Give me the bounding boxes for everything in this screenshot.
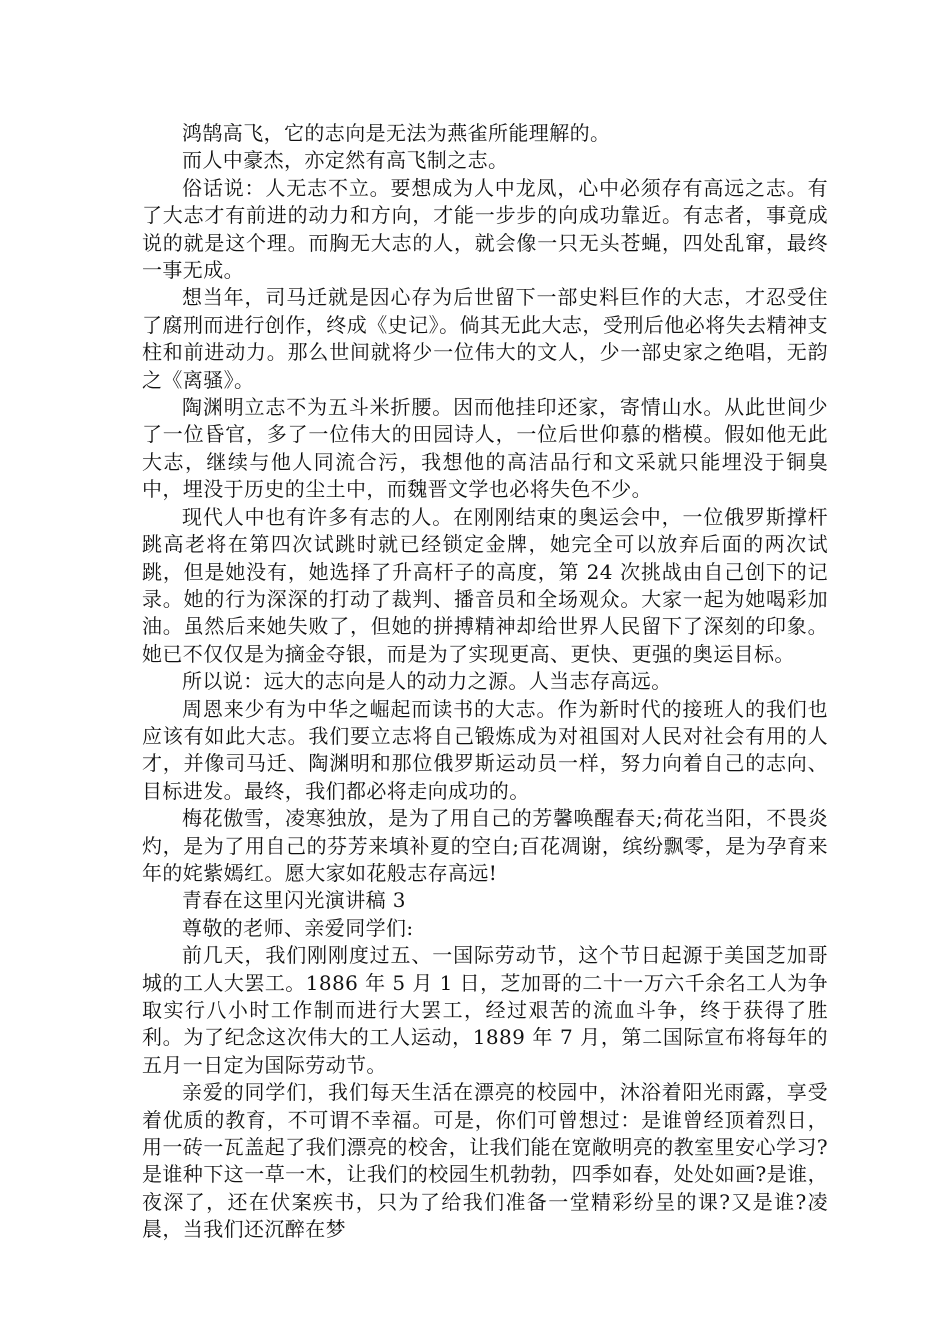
paragraph-labor-day: 前几天，我们刚刚度过五、一国际劳动节，这个节日起源于美国芝加哥城的工人大罢工。1886 年 5 月 1 日，芝加哥的二十一万六千余名工人为争取实行八小时工作制而进行大罢工，经过艰苦的流血斗争，终于获得了胜利。为了纪念这次伟大的工人运动，1889 年 7 月，第二国际宣布将每年的五月一日定为国际劳动节。 [142,943,828,1077]
document-page [142,120,828,1244]
paragraph-conclusion: 所以说：远大的志向是人的动力之源。人当志存高远。 [182,669,672,694]
paragraph-simaqian: 想当年，司马迁就是因心存为后世留下一部史料巨作的大志，才忍受住了腐刑而进行创作，终成《史记》。倘其无此大志，受刑后他必将失去精神支柱和前进动力。那么世间就将少一位伟大的文人，少一部史家之绝唱，无韵之《离骚》。 [142,285,828,392]
paragraph-zhouenlai: 周恩来少有为中华之崛起而读书的大志。作为新时代的接班人的我们也应该有如此大志。我们要立志将自己锻炼成为对祖国对人民对社会有用的人才，并像司马迁、陶渊明和那位俄罗斯运动员一样，努力向着自己的志向、目标进发。最终，我们都必将走向成功的。 [142,696,828,803]
paragraph-haojie: 而人中豪杰，亦定然有高飞制之志。 [182,148,509,173]
speech-greeting: 尊敬的老师、亲爱同学们: [182,915,414,940]
speech-title: 青春在这里闪光演讲稿 3 [182,888,406,913]
paragraph-flowers: 梅花傲雪，凌寒独放，是为了用自己的芳馨唤醒春天;荷花当阳，不畏炎灼，是为了用自己的芬芳来填补夏的空白;百花凋谢，缤纷飘零，是为孕育来年的姹紫嫣红。愿大家如花般志存高远! [142,806,828,885]
paragraph-honghu: 鸿鹄高飞，它的志向是无法为燕雀所能理解的。 [182,121,611,145]
paragraph-suhua: 俗话说：人无志不立。要想成为人中龙凤，心中必须存有高远之志。有了大志才有前进的动力和方向，才能一步步的向成功靠近。有志者，事竟成说的就是这个理。而胸无大志的人，就会像一只无头苍蝇，四处乱窜，最终一事无成。 [142,175,828,283]
paragraph-taoyuanming: 陶渊明立志不为五斗米折腰。因而他挂印还家，寄情山水。从此世间少了一位昏官，多了一位伟大的田园诗人，一位后世仰慕的楷模。假如他无此大志，继续与他人同流合污，我想他的高洁品行和文采就只能埋没于铜臭中，埋没于历史的尘土中，而魏晋文学也必将失色不少。 [142,395,828,502]
paragraph-classmates: 亲爱的同学们，我们每天生活在漂亮的校园中，沐浴着阳光雨露，享受着优质的教育，不可谓不幸福。可是，你们可曾想过：是谁曾经顶着烈日，用一砖一瓦盖起了我们漂亮的校舍，让我们能在宽敞明亮的教室里安心学习?是谁种下这一草一木，让我们的校园生机勃勃，四季如春，处处如画?是谁，夜深了，还在伏案疾书，只为了给我们准备一堂精彩纷呈的课?又是谁?凌晨，当我们还沉醉在梦 [142,1080,828,1242]
paragraph-olympics: 现代人中也有许多有志的人。在刚刚结束的奥运会中，一位俄罗斯撑杆跳高老将在第四次试跳时就已经锁定金牌，她完全可以放弃后面的两次试跳，但是她没有，她选择了升高杆子的高度，第 24 次挑战由自己创下的记录。她的行为深深的打动了裁判、播音员和全场观众。大家一起为她喝彩加油。虽然后来她失败了，但她的拼搏精神却给世界人民留下了深刻的印象。她已不仅仅是为摘金夺银，而是为了实现更高、更快、更强的奥运目标。 [142,504,828,666]
